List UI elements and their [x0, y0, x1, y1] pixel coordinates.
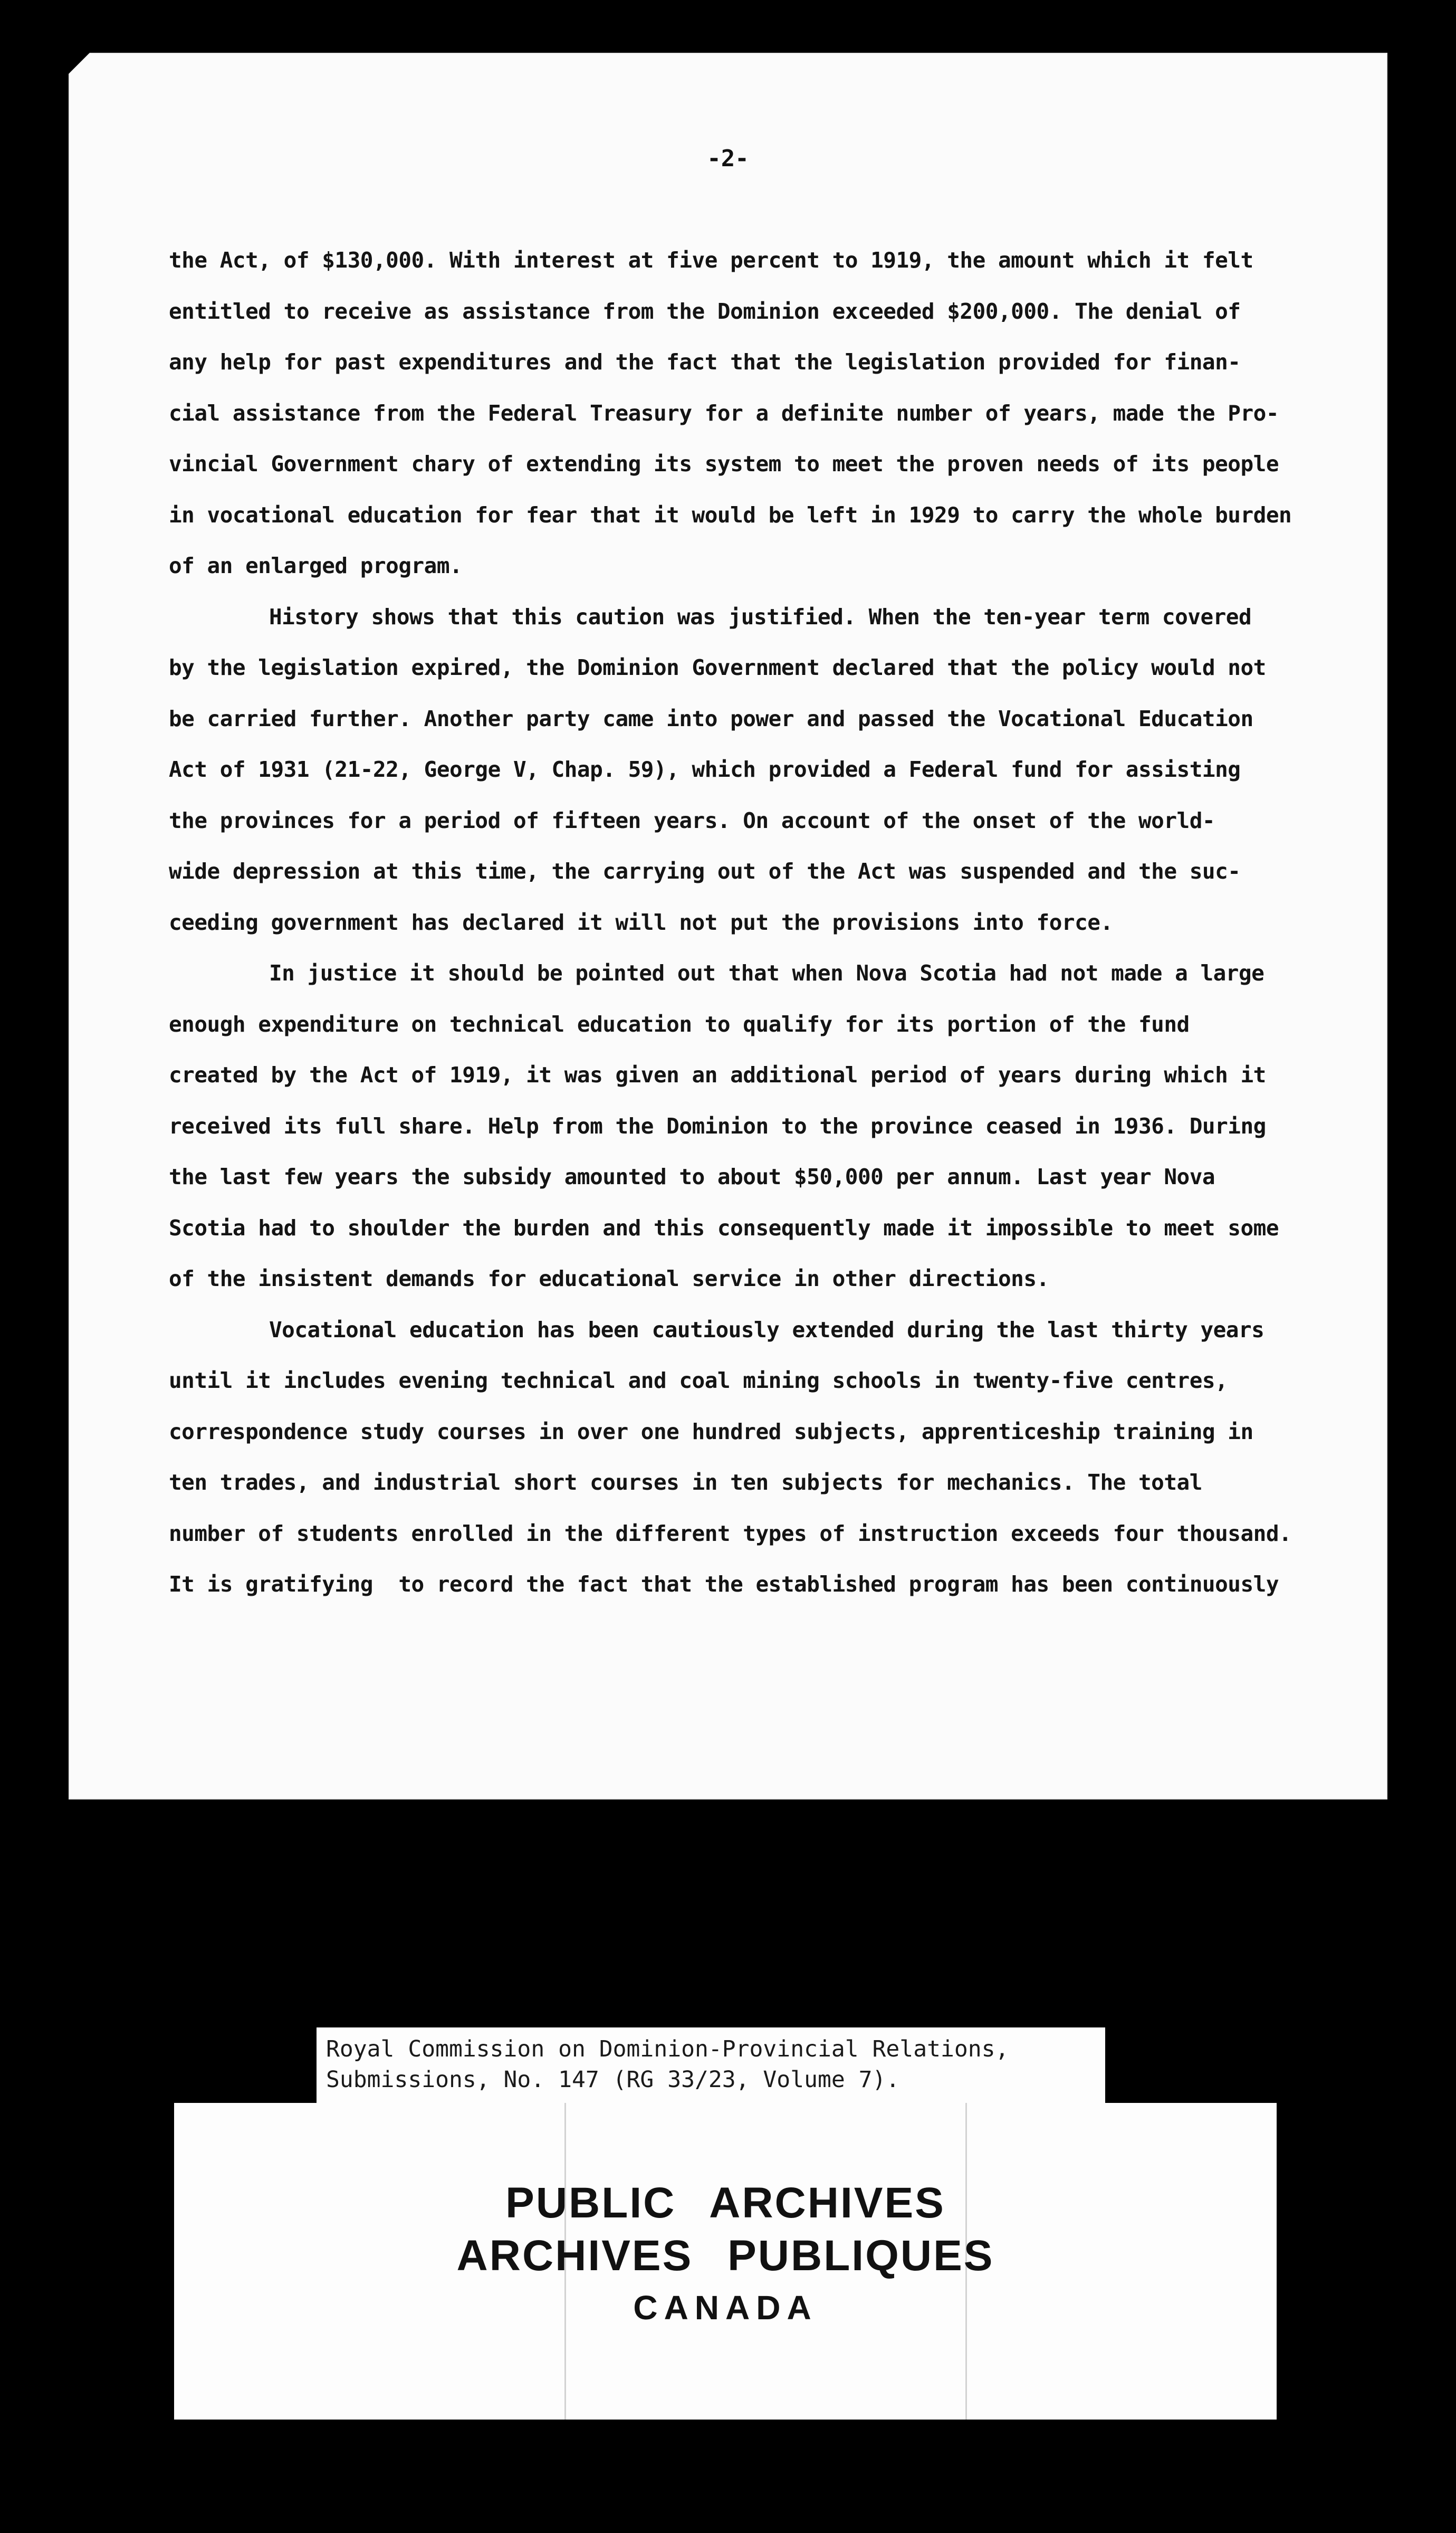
text-line: of an enlarged program. [169, 553, 463, 578]
text-line: received its full share. Help from the Dominion to the province ceased in 1936. During [169, 1113, 1266, 1139]
archives-line-country: CANADA [633, 2289, 818, 2327]
text-line: created by the Act of 1919, it was given an additional period of years during which it [169, 1062, 1266, 1088]
body-text [169, 235, 1345, 1610]
text-line: the Act, of $130,000. With interest at five percent to 1919, the amount which it felt [169, 247, 1253, 273]
text-line: cial assistance from the Federal Treasury for a definite number of years, made the Pro- [169, 400, 1279, 426]
text-line: of the insistent demands for educational service in other directions. [169, 1266, 1049, 1291]
citation-line: Submissions, No. 147 (RG 33/23, Volume 7). [326, 2067, 900, 2093]
archives-card [174, 2103, 1277, 2420]
paragraph-4 [169, 1304, 1345, 1610]
text-line: until it includes evening technical and coal mining schools in twenty-five centres, [169, 1368, 1228, 1393]
citation-line: Royal Commission on Dominion-Provincial Relations, [326, 2036, 1009, 2062]
text-line: ten trades, and industrial short courses in ten subjects for mechanics. The total [169, 1470, 1202, 1495]
text-line: number of students enrolled in the different types of instruction exceeds four thousand. [169, 1520, 1292, 1546]
archives-line-english: PUBLIC ARCHIVES [505, 2179, 945, 2227]
paragraph-1 [169, 235, 1345, 592]
text-line: ceeding government has declared it will not put the provisions into force. [169, 909, 1113, 935]
paragraph-2 [169, 592, 1345, 948]
text-line: be carried further. Another party came into power and passed the Vocational Education [169, 706, 1253, 731]
text-line: vincial Government chary of extending its system to meet the proven needs of its people [169, 451, 1279, 477]
text-line: correspondence study courses in over one hundred subjects, apprenticeship training in [169, 1418, 1253, 1444]
archives-stamp [174, 2177, 1277, 2333]
text-line: by the legislation expired, the Dominion Government declared that the policy would not [169, 655, 1266, 680]
text-line: entitled to receive as assistance from the Dominion exceeded $200,000. The denial of [169, 298, 1241, 324]
text-line: Act of 1931 (21-22, George V, Chap. 59), which provided a Federal fund for assisting [169, 757, 1241, 782]
text-line: Vocational education has been cautiously extended during the last thirty years [269, 1317, 1265, 1342]
text-line: enough expenditure on technical education to qualify for its portion of the fund [169, 1011, 1190, 1037]
text-line: In justice it should be pointed out that when Nova Scotia had not made a large [269, 960, 1265, 986]
paragraph-3 [169, 948, 1345, 1304]
document-page [69, 53, 1387, 1799]
text-line: History shows that this caution was justified. When the ten-year term covered [269, 604, 1252, 630]
text-line: any help for past expenditures and the fact that the legislation provided for finan- [169, 349, 1241, 375]
text-line: in vocational education for fear that it would be left in 1929 to carry the whole burden [169, 502, 1292, 528]
folded-corner [69, 53, 90, 74]
text-line: Scotia had to shoulder the burden and this consequently made it impossible to meet some [169, 1215, 1279, 1241]
archives-line-french: ARCHIVES PUBLIQUES [456, 2232, 994, 2280]
text-line: the provinces for a period of fifteen years. On account of the onset of the world- [169, 807, 1215, 833]
citation-label [317, 2027, 1105, 2107]
text-line: the last few years the subsidy amounted to about $50,000 per annum. Last year Nova [169, 1164, 1215, 1189]
page-number: -2- [707, 145, 749, 172]
text-line: wide depression at this time, the carrying out of the Act was suspended and the suc- [169, 859, 1241, 884]
text-line: It is gratifying to record the fact that the established program has been continuously [169, 1572, 1279, 1597]
citation-text [326, 2034, 1009, 2095]
